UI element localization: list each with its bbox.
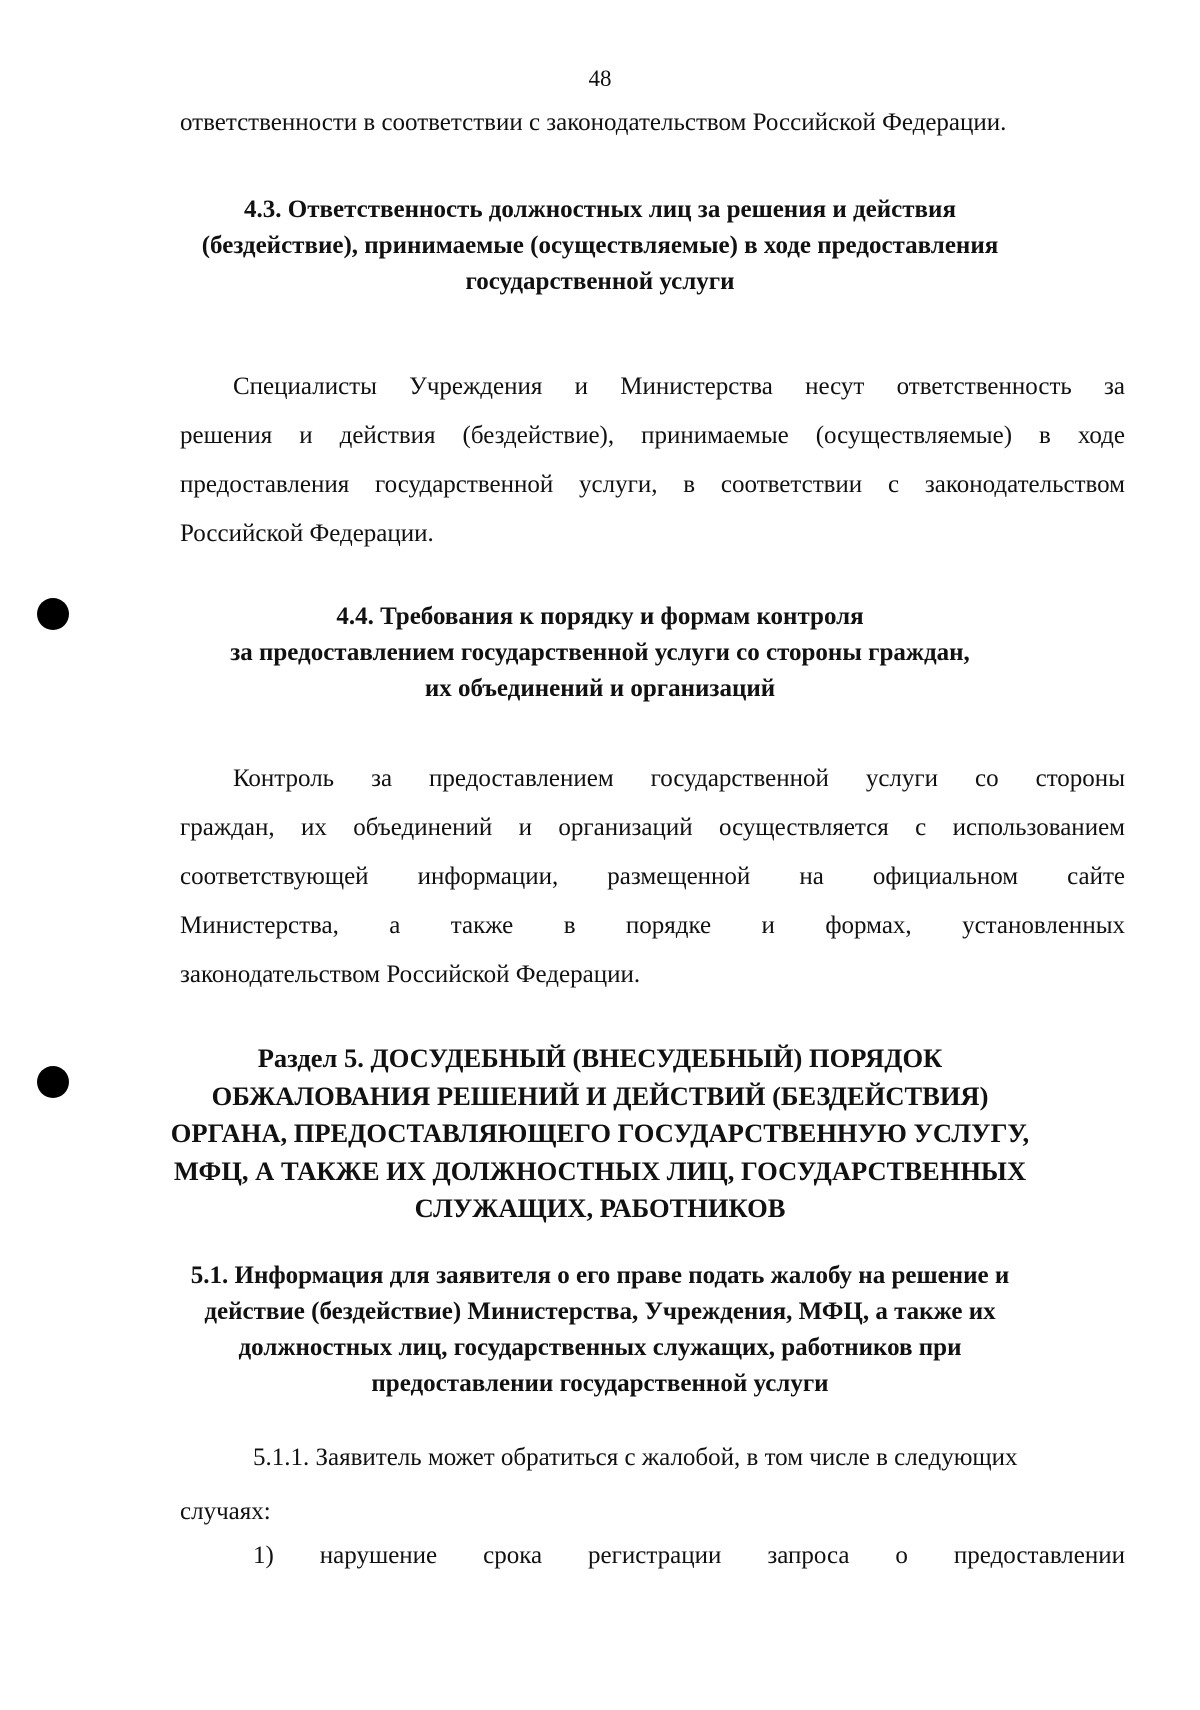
para-line: Министерства, а также в порядке и формах, установленных [180, 912, 1125, 939]
title-line: 5.1. Информация для заявителя о его праве подать жалобу на решение и [190, 1262, 1010, 1289]
para-line: законодательством Российской Федерации. [180, 961, 641, 988]
page-number: 48 [588, 66, 612, 91]
para-line: соответствующей информации, размещенной на официальном сайте [180, 863, 1125, 890]
title-line: государственной услуги [465, 268, 735, 295]
title-line: (бездействие), принимаемые (осуществляемые) в ходе предоставления [201, 232, 999, 259]
section-5-title [100, 1040, 1100, 1228]
para-line: Контроль за предоставлением государственной услуги со стороны [233, 765, 1125, 792]
title-line: СЛУЖАЩИХ, РАБОТНИКОВ [414, 1193, 786, 1223]
list-item: 1) нарушение срока регистрации запроса о предоставлении [253, 1542, 1125, 1569]
title-line: Раздел 5. ДОСУДЕБНЫЙ (ВНЕСУДЕБНЫЙ) ПОРЯДОК [257, 1043, 943, 1073]
section-4-4-title [100, 599, 1100, 707]
para-line: случаях: [180, 1498, 271, 1525]
para-line: граждан, их объединений и организаций осуществляется с использованием [180, 814, 1125, 841]
binder-hole-mark [37, 598, 69, 630]
title-line: ОРГАНА, ПРЕДОСТАВЛЯЮЩЕГО ГОСУДАРСТВЕННУЮ УСЛУГУ, [170, 1118, 1030, 1148]
para-line: Специалисты Учреждения и Министерства несут ответственность за [233, 373, 1125, 400]
title-line: за предоставлением государственной услуги со стороны граждан, [230, 639, 970, 666]
title-line: их объединений и организаций [424, 675, 776, 702]
title-line: предоставлении государственной услуги [371, 1370, 829, 1397]
para-line: 5.1.1. Заявитель может обратиться с жалобой, в том числе в следующих [253, 1444, 1018, 1471]
title-line: 4.4. Требования к порядку и формам контроля [336, 603, 864, 630]
binder-hole-mark [37, 1066, 69, 1098]
para-line: решения и действия (бездействие), принимаемые (осуществляемые) в ходе [180, 422, 1125, 449]
title-line: 4.3. Ответственность должностных лиц за решения и действия [244, 196, 956, 223]
title-line: ОБЖАЛОВАНИЯ РЕШЕНИЙ И ДЕЙСТВИЙ (БЕЗДЕЙСТВИЯ) [211, 1080, 989, 1111]
title-line: действие (бездействие) Министерства, Учреждения, МФЦ, а также их [204, 1298, 996, 1325]
title-line: должностных лиц, государственных служащих, работников при [238, 1334, 962, 1361]
para-line: предоставления государственной услуги, в соответствии с законодательством [180, 471, 1125, 498]
carryover-line: ответственности в соответствии с законодательством Российской Федерации. [180, 109, 1007, 136]
section-5-1-title [100, 1258, 1100, 1402]
section-4-3-title [100, 192, 1100, 300]
para-line: Российской Федерации. [180, 520, 434, 547]
title-line: МФЦ, А ТАКЖЕ ИХ ДОЛЖНОСТНЫХ ЛИЦ, ГОСУДАРСТВЕННЫХ [173, 1155, 1027, 1186]
